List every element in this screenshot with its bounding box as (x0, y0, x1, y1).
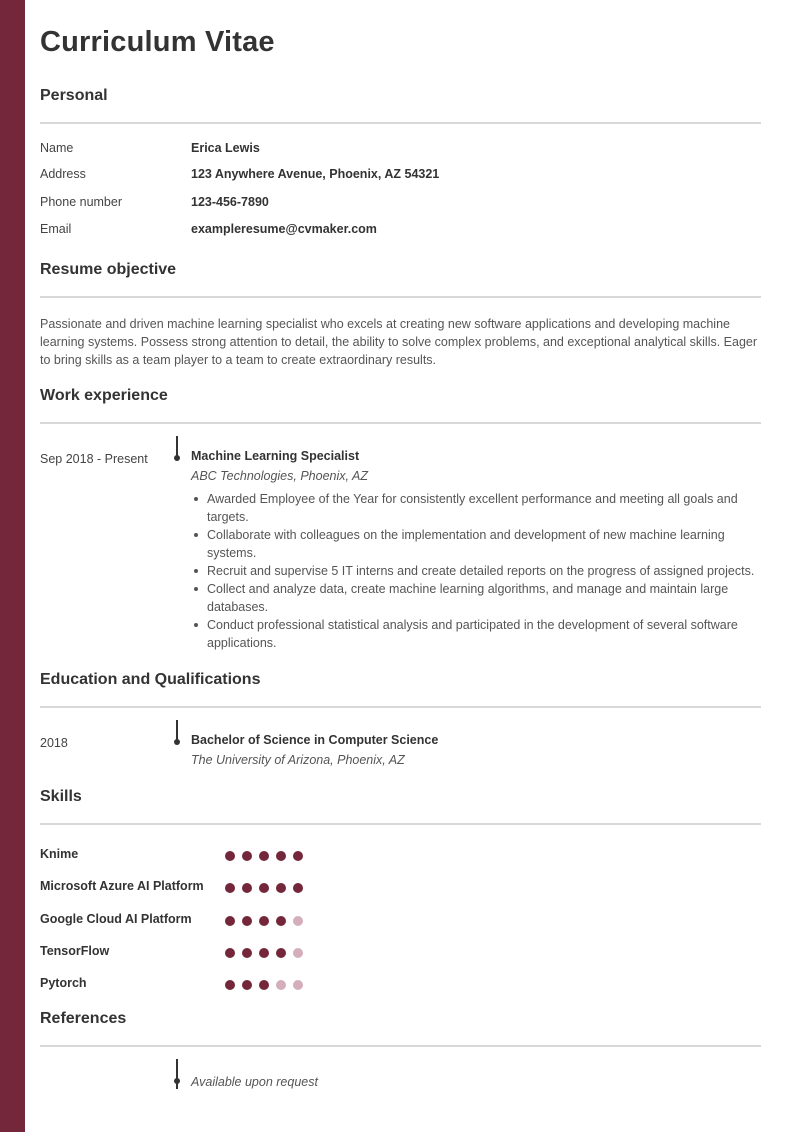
section-title-objective: Resume objective (40, 261, 177, 278)
section-title-work: Work experience (40, 387, 168, 404)
rating-dot-filled-icon (276, 948, 286, 958)
references-text: Available upon request (191, 1075, 318, 1089)
rating-dot-filled-icon (259, 916, 269, 926)
sidebar-accent-bar (0, 0, 25, 1132)
timeline-marker-icon (174, 1059, 180, 1089)
education-date: 2018 (40, 736, 68, 750)
rating-dot-filled-icon (293, 851, 303, 861)
rating-dot-empty-icon (276, 980, 286, 990)
field-value: 123 Anywhere Avenue, Phoenix, AZ 54321 (191, 167, 440, 181)
field-value: Erica Lewis (191, 141, 260, 155)
rating-dot-filled-icon (242, 916, 252, 926)
field-label: Name (40, 141, 74, 155)
skill-row (40, 847, 340, 865)
section-divider (40, 1045, 761, 1047)
section-title-references: References (40, 1010, 127, 1027)
rating-dot-filled-icon (225, 980, 235, 990)
work-job-title: Machine Learning Specialist (191, 449, 360, 463)
section-divider (40, 422, 761, 424)
field-label: Phone number (40, 195, 123, 209)
section-title-personal: Personal (40, 87, 108, 104)
section-title-skills: Skills (40, 788, 82, 805)
rating-dot-filled-icon (276, 916, 286, 926)
skill-rating (225, 916, 303, 926)
field-value: exampleresume@cvmaker.com (191, 222, 377, 236)
field-value: 123-456-7890 (191, 195, 269, 209)
page-title: Curriculum Vitae (40, 26, 275, 58)
rating-dot-filled-icon (259, 851, 269, 861)
skill-name: Microsoft Azure AI Platform (40, 879, 204, 894)
field-label: Email (40, 222, 72, 236)
rating-dot-filled-icon (276, 851, 286, 861)
skill-row (40, 976, 340, 994)
work-responsibilities (191, 490, 761, 652)
skill-rating (225, 883, 303, 893)
list-item: Conduct professional statistical analysis and participated in the development of several software applications. (191, 616, 761, 652)
objective-text: Passionate and driven machine learning specialist who excels at creating new software applications and developing machine learning systems. Possess strong attention to detail, the ability to solve complex problems, and exceptional analytical skills. Eager to bring skills as a team player to a team to create extraordinary results. (40, 317, 758, 367)
list-item: Collaborate with colleagues on the implementation and development of new machine learning systems. (191, 526, 761, 562)
timeline-marker-icon (174, 720, 180, 746)
rating-dot-filled-icon (225, 948, 235, 958)
skill-row (40, 944, 340, 962)
education-degree: Bachelor of Science in Computer Science (191, 733, 439, 747)
section-divider (40, 296, 761, 298)
rating-dot-filled-icon (276, 883, 286, 893)
skill-row (40, 879, 340, 897)
skill-name: TensorFlow (40, 943, 110, 958)
rating-dot-filled-icon (242, 851, 252, 861)
rating-dot-filled-icon (225, 851, 235, 861)
rating-dot-filled-icon (259, 980, 269, 990)
skill-name: Pytorch (40, 976, 87, 991)
rating-dot-filled-icon (225, 916, 235, 926)
skill-rating (225, 948, 303, 958)
work-date: Sep 2018 - Present (40, 452, 148, 466)
rating-dot-filled-icon (293, 883, 303, 893)
skill-rating (225, 980, 303, 990)
list-item: Recruit and supervise 5 IT interns and create detailed reports on the progress of assigned projects. (191, 562, 761, 580)
list-item: Awarded Employee of the Year for consistently excellent performance and meeting all goals and targets. (191, 490, 761, 526)
rating-dot-filled-icon (242, 948, 252, 958)
rating-dot-filled-icon (259, 883, 269, 893)
rating-dot-empty-icon (293, 980, 303, 990)
education-school: The University of Arizona, Phoenix, AZ (191, 753, 405, 767)
section-divider (40, 122, 761, 124)
section-divider (40, 823, 761, 825)
skill-rating (225, 851, 303, 861)
skill-name: Knime (40, 847, 79, 861)
rating-dot-filled-icon (242, 883, 252, 893)
section-divider (40, 706, 761, 708)
timeline-marker-icon (174, 436, 180, 462)
rating-dot-empty-icon (293, 948, 303, 958)
rating-dot-empty-icon (293, 916, 303, 926)
skill-name: Google Cloud AI Platform (40, 911, 192, 926)
rating-dot-filled-icon (242, 980, 252, 990)
rating-dot-filled-icon (225, 883, 235, 893)
skill-row (40, 912, 340, 930)
field-label: Address (40, 167, 86, 181)
work-company: ABC Technologies, Phoenix, AZ (191, 469, 368, 483)
rating-dot-filled-icon (259, 948, 269, 958)
list-item: Collect and analyze data, create machine learning algorithms, and manage and maintain large databases. (191, 580, 761, 616)
section-title-education: Education and Qualifications (40, 671, 261, 688)
